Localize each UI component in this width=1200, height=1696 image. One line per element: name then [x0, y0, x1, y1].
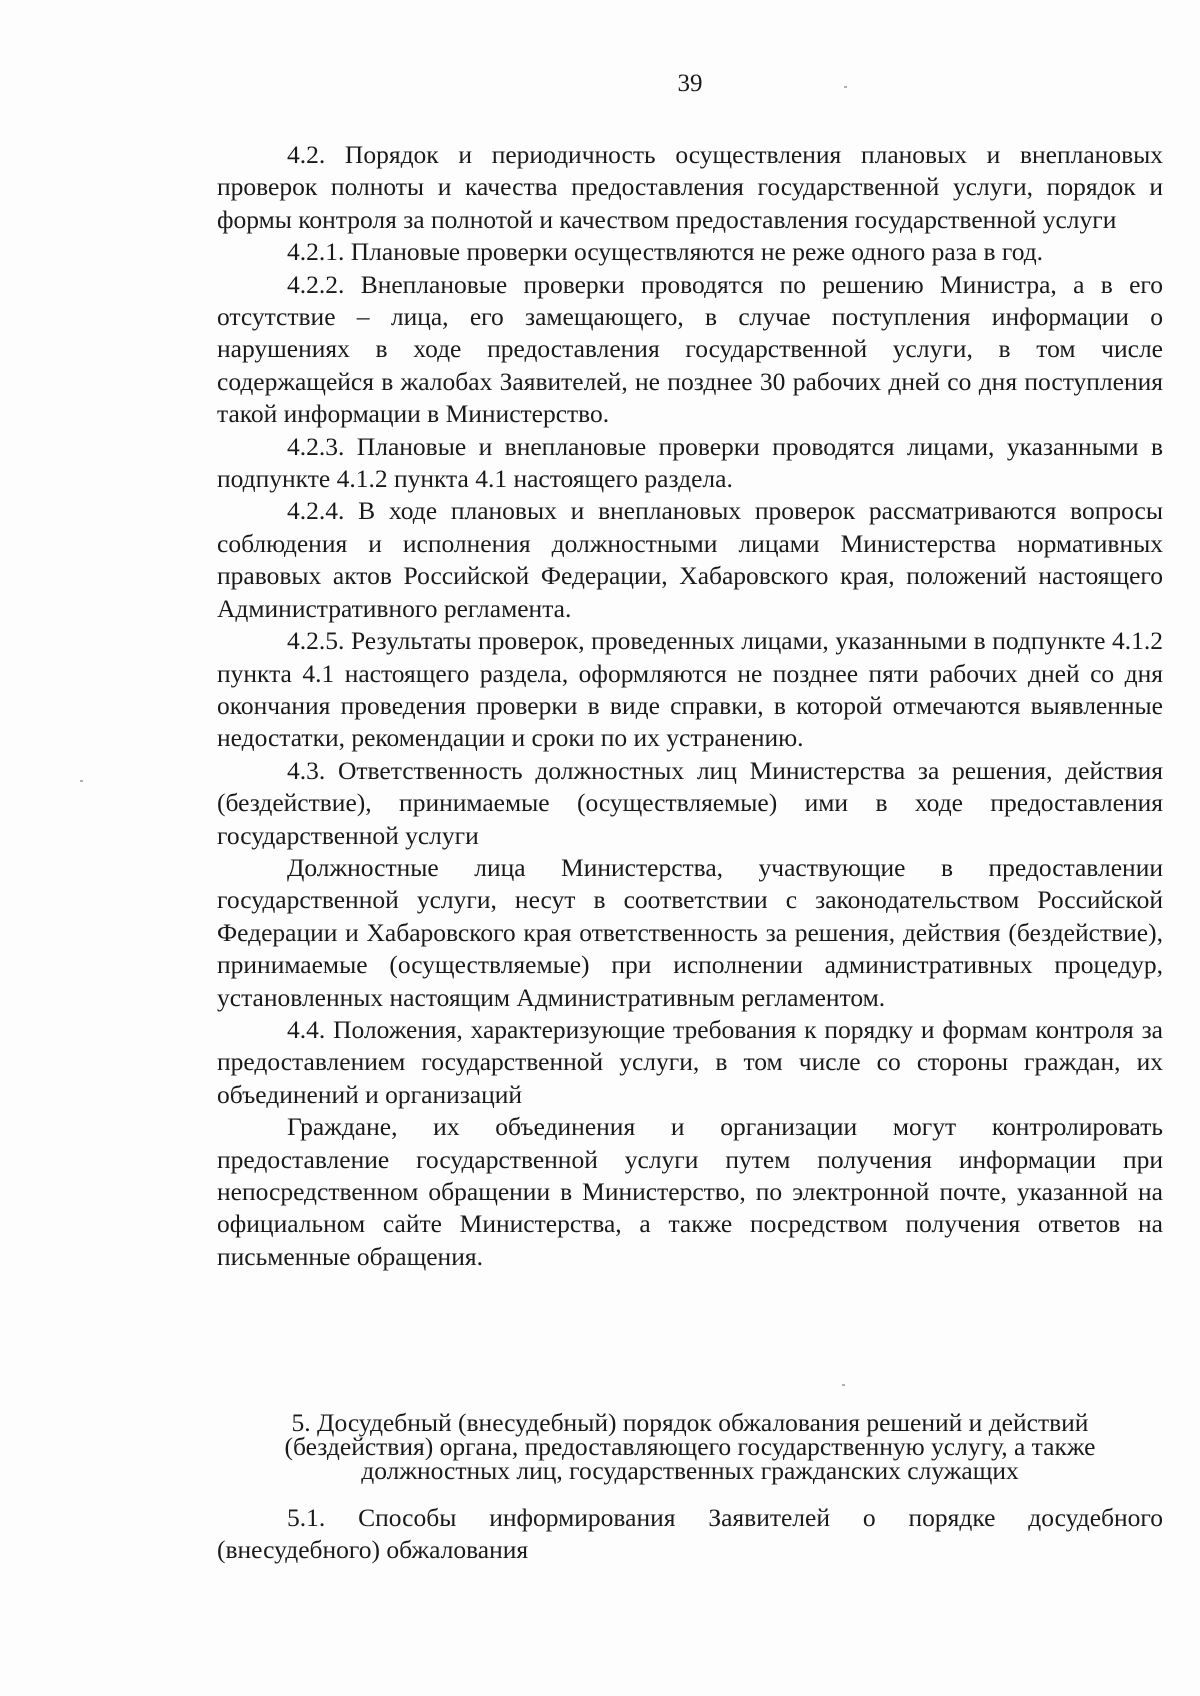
paragraph-4-2-4: 4.2.4. В ходе плановых и внеплановых проверок рассматриваются вопросы соблюдения и исполнения должностными лицами Министерства нормативных правовых актов Российской Федерации, Хабаровского края, положений настоящего Административного регламента. — [217, 496, 1163, 623]
paragraph-4-3: 4.3. Ответственность должностных лиц Министерства за решения, действия (бездействие), принимаемые (осуществляемые) ими в ходе предоставления государственной услуги — [217, 755, 1163, 850]
paragraph-5-1: 5.1. Способы информирования Заявителей о порядке досудебного (внесудебного) обжалования — [217, 1503, 1163, 1565]
paragraph-4-4-body: Граждане, их объединения и организации могут контролировать предоставление государственной услуги путем получения информации при непосредственном обращении в Министерство, по электронной почте, указанной на официальном сайте Министерства, а также посредством получения ответов на письменные обращения. — [217, 1112, 1163, 1271]
subsection-5-1 — [217, 1502, 1163, 1567]
section-5-heading: 5. Досудебный (внесудебный) порядок обжалования решений и действий (бездействия) органа, предоставляющего государственную услугу, а также должностных лиц, государственных гражданских служащих — [284, 1408, 1096, 1485]
scan-speck — [844, 86, 847, 88]
paragraph-4-2-1: 4.2.1. Плановые проверки осуществляются не реже одного раза в год. — [287, 237, 1044, 267]
paragraph-4-3-body: Должностные лица Министерства, участвующие в предоставлении государственной услуги, несут в соответствии с законодательством Российской Федерации и Хабаровского края ответственность за решения, действия (бездействие), принимаемые (осуществляемые) при исполнении административных процедур, установленных настоящим Административным регламентом. — [217, 852, 1163, 1012]
scan-speck — [842, 1384, 845, 1386]
paragraph-4-2-2: 4.2.2. Внеплановые проверки проводятся по решению Министра, а в его отсутствие – лица, его замещающего, в случае поступления информации о нарушениях в ходе предоставления государственной услуги, в том числе содержащейся в жалобах Заявителей, не позднее 30 рабочих дней со дня поступления такой информации в Министерство. — [217, 269, 1163, 429]
paragraph-4-2: 4.2. Порядок и периодичность осуществления плановых и внеплановых проверок полноты и качества предоставления государственной услуги, порядок и формы контроля за полнотой и качеством предоставления государственной услуги — [217, 140, 1163, 234]
paragraph-4-4: 4.4. Положения, характеризующие требования к порядку и формам контроля за предоставлением государственной услуги, в том числе со стороны граждан, их объединений и организаций — [217, 1014, 1163, 1109]
paragraph-4-2-5: 4.2.5. Результаты проверок, проведенных лицами, указанными в подпункте 4.1.2 пункта 4.1 настоящего раздела, оформляются не позднее пяти рабочих дней со дня окончания проведения проверки в виде справки, в которой отмечаются выявленные недостатки, рекомендации и сроки по их устранению. — [217, 626, 1163, 753]
document-body — [217, 139, 1163, 1273]
paragraph-4-2-3: 4.2.3. Плановые и внеплановые проверки проводятся лицами, указанными в подпункте 4.1.2 пункта 4.1 настоящего раздела. — [217, 431, 1163, 494]
scan-speck — [80, 780, 83, 782]
page-number: 39 — [677, 70, 703, 97]
